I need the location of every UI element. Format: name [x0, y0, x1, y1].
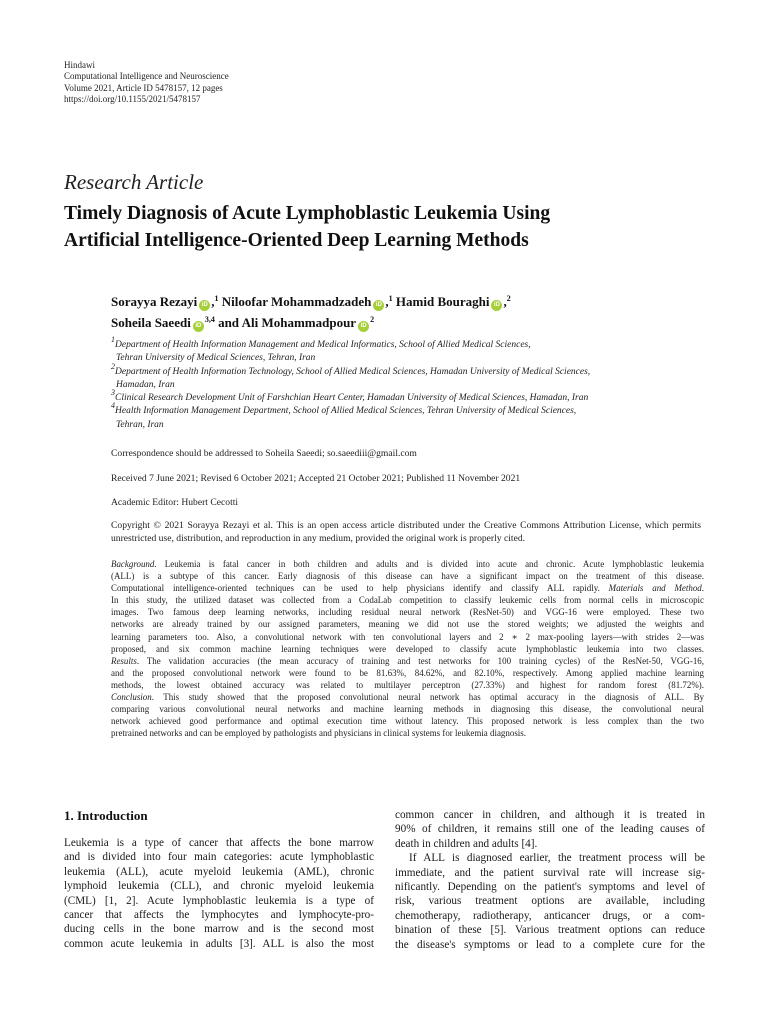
body-text-line: nificantly. Depending on the patient's symptoms and level of [395, 881, 705, 894]
author-line [111, 312, 511, 333]
abstract-line [111, 606, 704, 618]
body-text-line: common cancer in children, and although it is treated in [395, 809, 705, 821]
abstract-line [111, 618, 704, 630]
body-text-line: (CML) [1, 2]. Acute lymphoblastic leukemia is a type of [64, 894, 374, 907]
abstract-line [111, 667, 704, 679]
title-line: Timely Diagnosis of Acute Lymphoblastic Leukemia Using [64, 203, 551, 224]
author-line: Sorayya Rezayi iD ,$^1$ Niloofar Mohammadzadeh iD ,$^1$ Hamid Bouraghi iD ,$^2$ [111, 294, 511, 309]
abstract-text: . This study showed that the proposed convolutional neural network has optimal accuracy in the diagnosis of ALL. By [151, 692, 704, 703]
orcid-icon[interactable]: iD [193, 321, 204, 332]
body-text-line: bination of these [5]. Various treatment options can reduce [395, 924, 705, 937]
journal-name: Computational Intelligence and Neuroscience [64, 71, 229, 82]
affiliation-marker: 1 [388, 294, 393, 303]
affiliation-continuation: Hamadan, Iran [116, 379, 175, 390]
abstract-text: In this study, the utilized dataset was collected from a CodaLab competition to classify leukemic cells from normal cells in microscopic [111, 595, 704, 606]
author-list [111, 291, 511, 333]
orcid-icon[interactable]: iD [199, 300, 210, 311]
section-heading: 1. Introduction [64, 808, 148, 823]
affiliation-item: $^2$Department of Health Information Technology, School of Allied Medical Sciences, Hamadan University of Medical Sciences, [111, 361, 591, 377]
affiliation-item: $^3$Clinical Research Development Unit of Farshchian Heart Center, Hamadan University of Medical Sciences, Hamadan, Iran [111, 388, 589, 404]
body-text-line: If ALL is diagnosed earlier, the treatment process will be [409, 852, 705, 865]
abstract-text: learning parameters too. Also, a convolutional network with ten convolutional layers and 2 ∗ 2 max-pooling layers—with strides 2—was [111, 631, 704, 642]
affiliation-marker: 2 [370, 315, 375, 324]
author-name[interactable]: Niloofar Mohammadzadeh [221, 294, 372, 309]
body-text-line: the disease's symptoms or lead to a complete cure for the [395, 938, 705, 951]
abstract-line [111, 655, 704, 667]
body-text-line: lymphoid leukemia (CLL), and chronic myeloid leukemia [64, 880, 374, 893]
body-text-line: leukemia (ALL), acute myeloid leukemia (AML), chronic [64, 865, 374, 878]
body-text-line: chemotherapy, radiotherapy, anticancer drugs, or a com- [395, 909, 705, 922]
doi-link[interactable]: https://doi.org/10.1155/2021/5478157 [64, 94, 201, 105]
academic-editor: Academic Editor: Hubert Cecotti [111, 497, 239, 508]
abstract-text: methods, the lowest obtained accuracy was related to multilayer perceptron (27.33%) and highest for random forest (81.72%). [111, 679, 704, 690]
abstract-text: networks are already trained by our assigned parameters, meaning we did not use the stored weights; we adjusted the weights and [111, 619, 704, 630]
abstract-line [111, 703, 704, 715]
abstract-text: (ALL) is a subtype of this cancer. Early diagnosis of this disease can have a significant impact on the treatment of this disease. [111, 571, 704, 582]
author-name[interactable]: Sorayya Rezayi [111, 294, 198, 309]
abstract-line [111, 558, 704, 570]
paper-title [64, 200, 704, 254]
abstract-line [111, 727, 704, 739]
abstract [111, 558, 704, 739]
abstract-line [111, 691, 704, 703]
abstract-subheading: Background [111, 559, 155, 569]
abstract-subheading: Results [111, 655, 137, 666]
title-line: Artificial Intelligence-Oriented Deep Learning Methods [64, 230, 529, 251]
journal-volume: Volume 2021, Article ID 5478157, 12 pages [64, 82, 223, 93]
abstract-subheading: Conclusion [111, 692, 152, 703]
affiliations [111, 335, 591, 432]
author-name[interactable]: Hamid Bouraghi [395, 294, 490, 309]
author-name[interactable]: Ali Mohammadpour [241, 315, 357, 330]
author-conjunction: and [218, 315, 240, 330]
abstract-line [111, 582, 704, 594]
body-text-line: immediate, and the patient survival rate will increase sig- [395, 866, 705, 879]
abstract-line [111, 643, 704, 655]
abstract-text: and the proposed convolutional network were found to be 81.63%, 84.62%, and 82.10%, respectively. Among applied machine learning [111, 667, 704, 678]
body-text-line: Leukemia is a type of cancer that affects the bone marrow [64, 837, 374, 849]
body-text-line: and is divided into four main categories: acute lymphoblastic [64, 851, 374, 864]
abstract-text: images. Two famous deep learning networks, including residual neural network (ResNet-50) and VGG-16 were employed. These two [111, 607, 704, 618]
affiliation-continuation: Tehran, Iran [116, 419, 164, 430]
journal-header [64, 60, 229, 106]
affiliation-marker: 3,4 [204, 315, 215, 324]
orcid-icon[interactable]: iD [491, 300, 502, 311]
affiliation-continuation: Tehran University of Medical Sciences, Tehran, Iran [116, 353, 316, 364]
abstract-line [111, 594, 704, 606]
publisher-name: Hindawi [64, 60, 95, 70]
abstract-text: . Leukemia is fatal cancer in both children and adults and is divided into acute and chronic. Acute lymphoblastic leukemia [154, 559, 704, 569]
abstract-text: . The validation accuracies (the mean accuracy of training and test networks for 100 training cycles) of the ResNet-50, VGG-16, [136, 655, 704, 666]
right-column-text [395, 808, 705, 952]
left-column-text [64, 836, 374, 951]
affiliation-item: $^1$Department of Health Information Management and Medical Informatics, School of Allied Medical Sciences, [111, 335, 531, 350]
affiliation-item: $^4$Health Information Management Department, School of Allied Medical Sciences, Tehran University of Medical Sciences, [111, 401, 577, 417]
abstract-text: comparing various convolutional neural networks and machine learning methods in diagnosing this disease, the convolutional neural [111, 704, 704, 715]
abstract-line [111, 679, 704, 691]
abstract-text: proposed, and six common machine learning techniques were developed to classify acute lymphoblastic leukemia into two classes. [111, 643, 704, 654]
body-text-line: cancer that affects the lymphocytes and lymphocyte-pro- [64, 909, 374, 922]
correspondence: Correspondence should be addressed to Soheila Saeedi; so.saeediii@gmail.com [111, 448, 417, 459]
abstract-text: . [701, 583, 704, 594]
publication-dates: Received 7 June 2021; Revised 6 October 2021; Accepted 21 October 2021; Published 11 November 2021 [111, 473, 521, 484]
abstract-text: network achieved good performance and optimal execution time without latency. This proposed network is less complex than the two [111, 716, 704, 727]
body-text-line: death in children and adults [4]. [395, 837, 538, 850]
affiliation-marker: 1 [214, 294, 219, 303]
body-text-line: risk, various treatment options are available, including [395, 895, 705, 908]
body-text-line: common acute leukemia in adults [3]. ALL is also the most [64, 937, 374, 950]
orcid-icon[interactable]: iD [373, 300, 384, 311]
abstract-line [111, 570, 704, 582]
body-text-line: 90% of children, it remains still one of the leading causes of [395, 823, 705, 836]
abstract-text: Computational intelligence-oriented techniques can be used to help physicians identify and classify ALL rapidly. [111, 583, 609, 594]
copyright-notice: Copyright © 2021 Sorayya Rezayi et al. This is an open access article distributed under the Creative Commons Attribution License, which permits unrestricted use, distribution, and reproduction in any medium, provided the original work is properly cited. [111, 520, 701, 545]
author-name[interactable]: Soheila Saeedi [111, 315, 191, 330]
abstract-subheading: Materials and Method [608, 583, 702, 594]
orcid-icon[interactable]: iD [358, 321, 369, 332]
abstract-line [111, 715, 704, 727]
article-type: Research Article [64, 170, 204, 194]
abstract-line [111, 631, 704, 643]
affiliation-marker: 2 [506, 294, 511, 303]
abstract-text: pretrained networks and can be employed by pathologists and physicians in clinical systems for leukemia diagnosis. [111, 728, 527, 739]
body-text-line: ducing cells in the bone marrow and is the second most [64, 923, 374, 936]
